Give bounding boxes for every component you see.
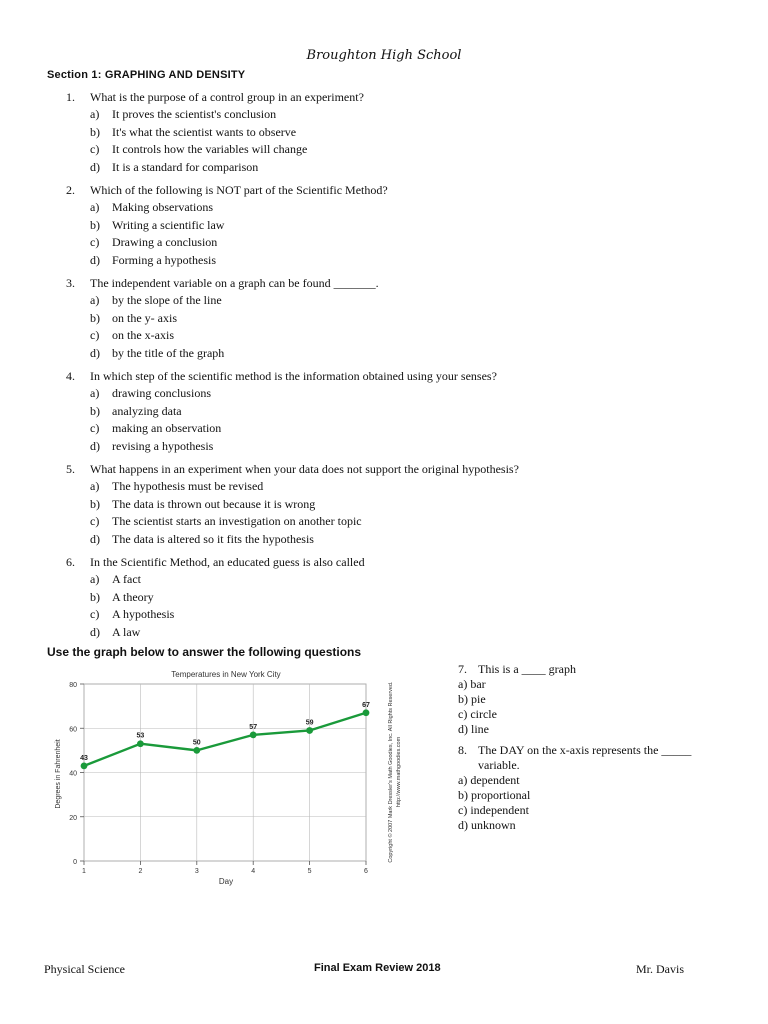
option-text: A law [112, 624, 141, 639]
answer-option: d) line [458, 722, 489, 736]
option-letter: d) [90, 531, 100, 546]
page-footer [44, 962, 684, 980]
answer-option [90, 403, 586, 421]
data-point [306, 727, 313, 734]
answer-option: a) bar [458, 677, 486, 691]
option-letter: a) [90, 572, 100, 586]
answer-option [90, 624, 586, 642]
option-letter: d) [90, 624, 100, 639]
option-letter: c) [90, 142, 100, 156]
x-tick-label: 6 [364, 868, 368, 875]
data-point [81, 762, 88, 769]
option-text: Drawing a conclusion [112, 235, 218, 249]
question-number: 5. [66, 462, 75, 476]
data-label: 53 [136, 732, 145, 740]
option-letter: a) [90, 386, 100, 400]
question-number: 4. [66, 369, 75, 383]
question-3 [66, 275, 586, 362]
question-number: 1. [66, 90, 75, 104]
answer-option: c) independent [458, 803, 529, 817]
option-letter: b) [90, 403, 100, 418]
option-text: Forming a hypothesis [112, 252, 216, 267]
answer-option [90, 217, 586, 235]
answer-option [90, 106, 586, 124]
data-label: 67 [362, 701, 370, 709]
answer-option [90, 124, 586, 142]
data-point [363, 709, 370, 716]
x-tick-label: 4 [251, 868, 256, 875]
question-text: The independent variable on a graph can be found _______. [90, 276, 379, 290]
option-letter: d) [90, 252, 100, 267]
answer-option [90, 385, 586, 403]
question-1 [66, 89, 586, 176]
option-letter: c) [90, 235, 100, 249]
question-text: What is the purpose of a control group in an experiment? [90, 90, 364, 104]
option-text: drawing conclusions [112, 386, 211, 400]
option-letter: d) [90, 159, 100, 174]
option-letter: b) [90, 310, 100, 325]
answer-option [90, 438, 586, 456]
y-tick-label: 60 [69, 726, 77, 734]
graph-heading: Use the graph below to answer the following questions [47, 645, 362, 659]
option-text: A fact [112, 572, 141, 586]
question-2 [66, 182, 586, 269]
option-letter: a) [90, 479, 100, 493]
option-text: It is a standard for comparison [112, 159, 259, 174]
question-text-continued: variable. [478, 758, 520, 772]
option-text: revising a hypothesis [112, 438, 214, 453]
x-tick-label: 3 [194, 868, 199, 875]
option-text: Making observations [112, 200, 213, 214]
option-text: making an observation [112, 421, 222, 435]
option-letter: b) [90, 217, 100, 232]
option-letter: c) [90, 607, 100, 621]
question-text: Which of the following is NOT part of the Scientific Method? [90, 183, 388, 197]
option-letter: d) [90, 438, 100, 453]
option-text: by the slope of the line [112, 293, 222, 307]
school-name: Broughton High School [306, 48, 462, 63]
x-tick-label: 5 [307, 868, 312, 875]
x-axis-label: Day [218, 877, 234, 886]
option-letter: a) [90, 107, 100, 121]
option-letter: b) [90, 496, 100, 511]
temperature-line-chart [48, 664, 408, 894]
data-point [193, 747, 200, 754]
question-number: 6. [66, 555, 75, 569]
x-tick-label: 1 [82, 868, 86, 875]
chart-url: http://www.mathgoodies.com [396, 736, 402, 808]
answer-option [90, 234, 586, 252]
answer-option [90, 159, 586, 177]
answer-option: d) unknown [458, 818, 516, 832]
option-text: A hypothesis [112, 607, 175, 621]
question-4 [66, 368, 586, 455]
answer-option [90, 327, 586, 345]
question-number: 3. [66, 276, 75, 290]
question-number: 7. [458, 662, 467, 676]
option-text: by the title of the graph [112, 345, 225, 360]
data-label: 57 [249, 723, 258, 731]
option-text: on the y- axis [112, 310, 177, 325]
temperature-series-line [84, 713, 366, 766]
y-axis-label: Degrees in Fahrenheit [55, 739, 62, 809]
section-title: Section 1: GRAPHING AND DENSITY [47, 69, 246, 81]
data-label: 50 [192, 739, 201, 747]
option-letter: c) [90, 514, 100, 528]
question-text: What happens in an experiment when your data does not support the original hypothesis? [90, 462, 519, 476]
chart-copyright: Copyright © 2007 Mark Dressler's Math Goodies, Inc. All Rights Reserved. [388, 681, 394, 863]
answer-option [90, 478, 586, 496]
option-letter: a) [90, 200, 100, 214]
y-tick-label: 80 [69, 682, 77, 689]
chart-title: Temperatures in New York City [171, 670, 281, 679]
answer-option [90, 496, 586, 514]
option-text: It's what the scientist wants to observe [112, 124, 297, 139]
answer-option [90, 141, 586, 159]
option-letter: b) [90, 589, 100, 604]
option-text: The scientist starts an investigation on another topic [112, 514, 362, 528]
option-letter: b) [90, 124, 100, 139]
option-text: analyzing data [112, 403, 182, 418]
option-text: The data is altered so it fits the hypothesis [112, 531, 314, 546]
option-text: It proves the scientist's conclusion [112, 107, 277, 121]
footer-teacher: Mr. Davis [636, 962, 684, 976]
answer-option: a) dependent [458, 773, 520, 787]
question-number: 2. [66, 183, 75, 197]
answer-option [90, 531, 586, 549]
answer-option [90, 345, 586, 363]
footer-course: Physical Science [44, 962, 125, 976]
option-letter: c) [90, 421, 100, 435]
answer-option: b) proportional [458, 788, 531, 802]
answer-option [90, 513, 586, 531]
data-label: 43 [80, 754, 88, 762]
question-text: The DAY on the x-axis represents the _____ [478, 743, 692, 757]
option-text: A theory [112, 589, 154, 604]
question-text: This is a ____ graph [478, 662, 576, 676]
y-tick-label: 0 [73, 859, 77, 866]
answer-option [90, 571, 586, 589]
option-letter: c) [90, 328, 100, 342]
answer-option [90, 199, 586, 217]
answer-option [90, 310, 586, 328]
question-number: 8. [458, 743, 467, 757]
answer-option: c) circle [458, 707, 497, 721]
option-text: on the x-axis [112, 328, 174, 342]
answer-option [90, 606, 586, 624]
data-label: 59 [305, 719, 314, 727]
x-tick-label: 2 [138, 868, 143, 875]
footer-title: Final Exam Review 2018 [314, 962, 441, 974]
answer-option [90, 292, 586, 310]
option-text: The data is thrown out because it is wrong [112, 496, 316, 511]
y-tick-label: 20 [69, 814, 77, 822]
answer-option [90, 252, 586, 270]
question-7 [458, 662, 718, 737]
answer-option: b) pie [458, 692, 486, 706]
question-8 [458, 743, 718, 833]
option-letter: a) [90, 293, 100, 307]
option-text: The hypothesis must be revised [112, 479, 264, 493]
question-6 [66, 554, 586, 641]
question-5 [66, 461, 586, 548]
question-text: In the Scientific Method, an educated guess is also called [90, 555, 365, 569]
y-tick-label: 40 [69, 770, 77, 778]
option-letter: d) [90, 345, 100, 360]
answer-option [90, 589, 586, 607]
option-text: Writing a scientific law [112, 217, 225, 232]
question-list [66, 89, 586, 647]
question-text: In which step of the scientific method is the information obtained using your senses? [90, 369, 497, 383]
data-point [250, 731, 257, 738]
option-text: It controls how the variables will change [112, 142, 308, 156]
data-point [137, 740, 144, 747]
answer-option [90, 420, 586, 438]
